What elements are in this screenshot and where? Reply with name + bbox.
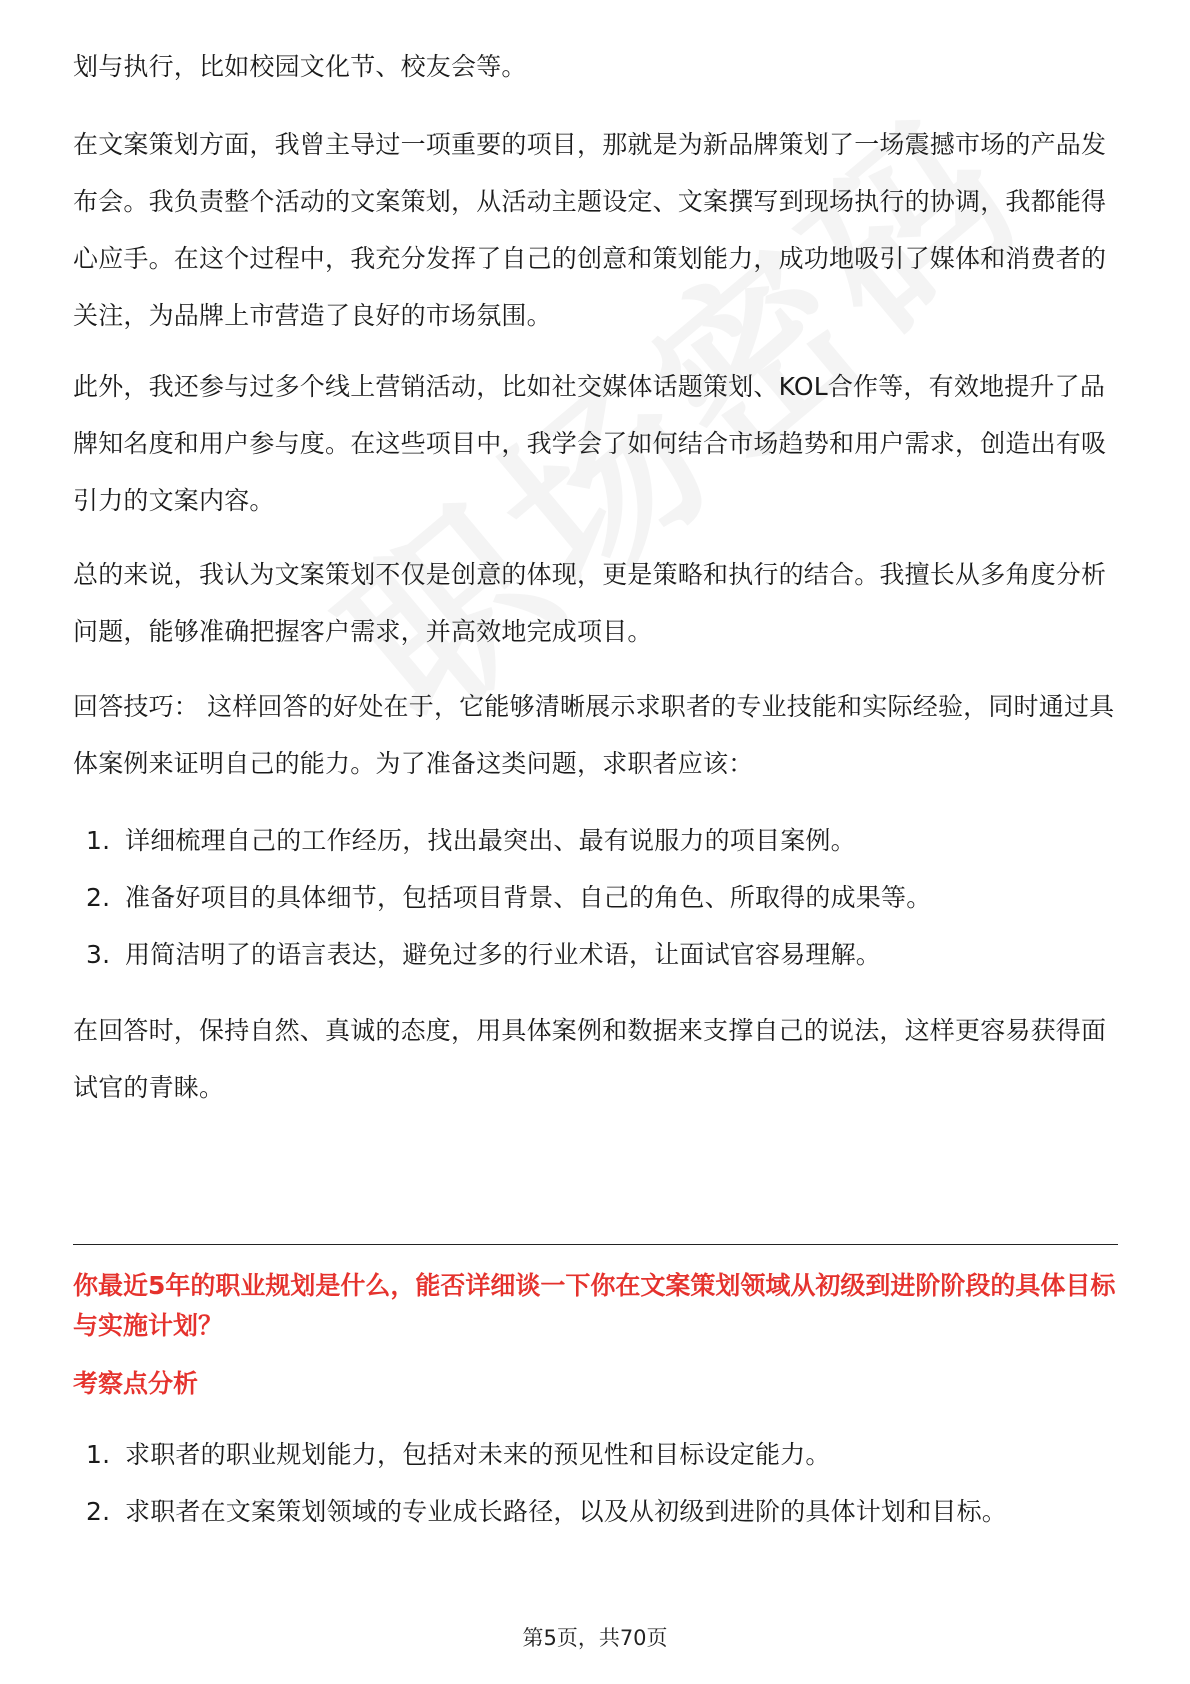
analysis-list: [73, 1426, 1118, 1540]
list-item: [73, 926, 1118, 983]
paragraph-answer-tips: 回答技巧： 这样回答的好处在于，它能够清晰展示求职者的专业技能和实际经验，同时通过具体案例来证明自己的能力。为了准备这类问题，求职者应该：: [73, 692, 1115, 778]
paragraph-4: 总的来说，我认为文案策划不仅是创意的体现，更是策略和执行的结合。我擅长从多角度分析问题，能够准确把握客户需求，并高效地完成项目。: [73, 560, 1107, 646]
list-item: [73, 812, 1118, 869]
list-number: 1.: [86, 1440, 111, 1469]
paragraph-3: 此外，我还参与过多个线上营销活动，比如社交媒体话题策划、KOL合作等，有效地提升了品牌知名度和用户参与度。在这些项目中，我学会了如何结合市场趋势和用户需求，创造出有吸引力的文案内容。: [73, 372, 1107, 515]
list-text: 详细梳理自己的工作经历，找出最突出、最有说服力的项目案例。: [125, 826, 856, 855]
list-item: [73, 1483, 1118, 1540]
list-number: 2.: [86, 1497, 111, 1526]
list-text: 求职者的职业规划能力，包括对未来的预见性和目标设定能力。: [125, 1440, 831, 1469]
paragraph-1: 划与执行，比如校园文化节、校友会等。: [73, 52, 527, 81]
page-footer: 第5页，共70页: [522, 1626, 668, 1650]
list-text: 用简洁明了的语言表达，避免过多的行业术语，让面试官容易理解。: [125, 940, 882, 969]
question-title: 你最近5年的职业规划是什么，能否详细谈一下你在文案策划领域从初级到进阶阶段的具体目标与实施计划？: [73, 1271, 1116, 1340]
list-number: 2.: [86, 883, 111, 912]
analysis-heading: 考察点分析: [73, 1369, 199, 1398]
list-number: 1.: [86, 826, 111, 855]
paragraph-2: 在文案策划方面，我曾主导过一项重要的项目，那就是为新品牌策划了一场震撼市场的产品发布会。我负责整个活动的文案策划，从活动主题设定、文案撰写到现场执行的协调，我都能得心应手。在这个过程中，我充分发挥了自己的创意和策划能力，成功地吸引了媒体和消费者的关注，为品牌上市营造了良好的市场氛围。: [73, 130, 1107, 330]
tips-list: [73, 812, 1118, 983]
list-number: 3.: [86, 940, 111, 969]
paragraph-6: 在回答时，保持自然、真诚的态度，用具体案例和数据来支撑自己的说法，这样更容易获得面试官的青睐。: [73, 1016, 1107, 1102]
section-divider: [73, 1244, 1118, 1245]
list-item: [73, 1426, 1118, 1483]
list-text: 准备好项目的具体细节，包括项目背景、自己的角色、所取得的成果等。: [125, 883, 932, 912]
list-item: [73, 869, 1118, 926]
list-text: 求职者在文案策划领域的专业成长路径，以及从初级到进阶的具体计划和目标。: [125, 1497, 1008, 1526]
